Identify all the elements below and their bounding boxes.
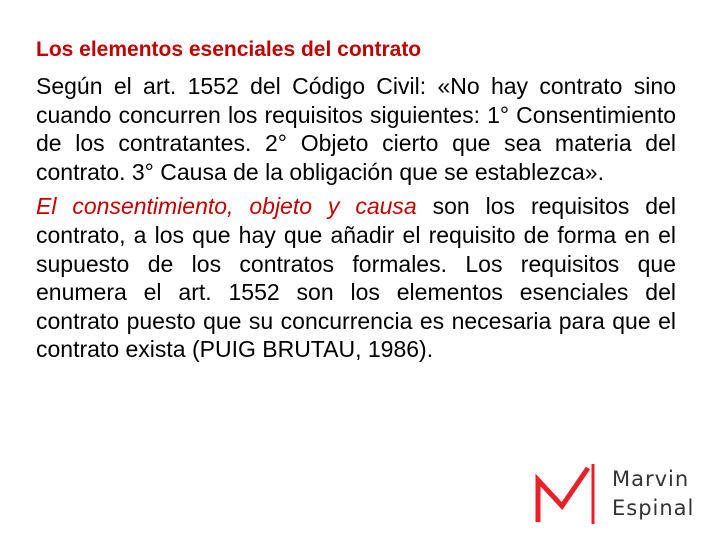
emphasis-text: El consentimiento, objeto y causa bbox=[36, 193, 417, 220]
paragraph-requisites bbox=[36, 192, 676, 364]
slide-title: Los elementos esenciales del contrato bbox=[36, 38, 422, 61]
logo-name-first: Marvin bbox=[612, 467, 690, 491]
logo-name-last: Espinal bbox=[612, 496, 695, 520]
marvin-espinal-m-icon bbox=[532, 462, 612, 526]
brand-logo bbox=[532, 462, 702, 526]
paragraph-requisites-text: son los requisitos del contrato, a los que hay que añadir el requisito de forma en el supuesto de los contratos formales. Los requisitos que enumera el art. 1552 son los elementos esenciales del contrato puesto que su concurrencia es necesaria para que el contrato exista (PUIG BRUTAU, 1986). bbox=[36, 193, 676, 363]
paragraph-civil-code-quote: Según el art. 1552 del Código Civil: «No hay contrato sino cuando concurren los requisitos siguientes: 1° Consentimiento de los contratantes. 2° Objeto cierto que sea materia del contrato. 3° Causa de la obligación que se establezca». bbox=[36, 73, 676, 185]
slide-body bbox=[36, 72, 676, 364]
